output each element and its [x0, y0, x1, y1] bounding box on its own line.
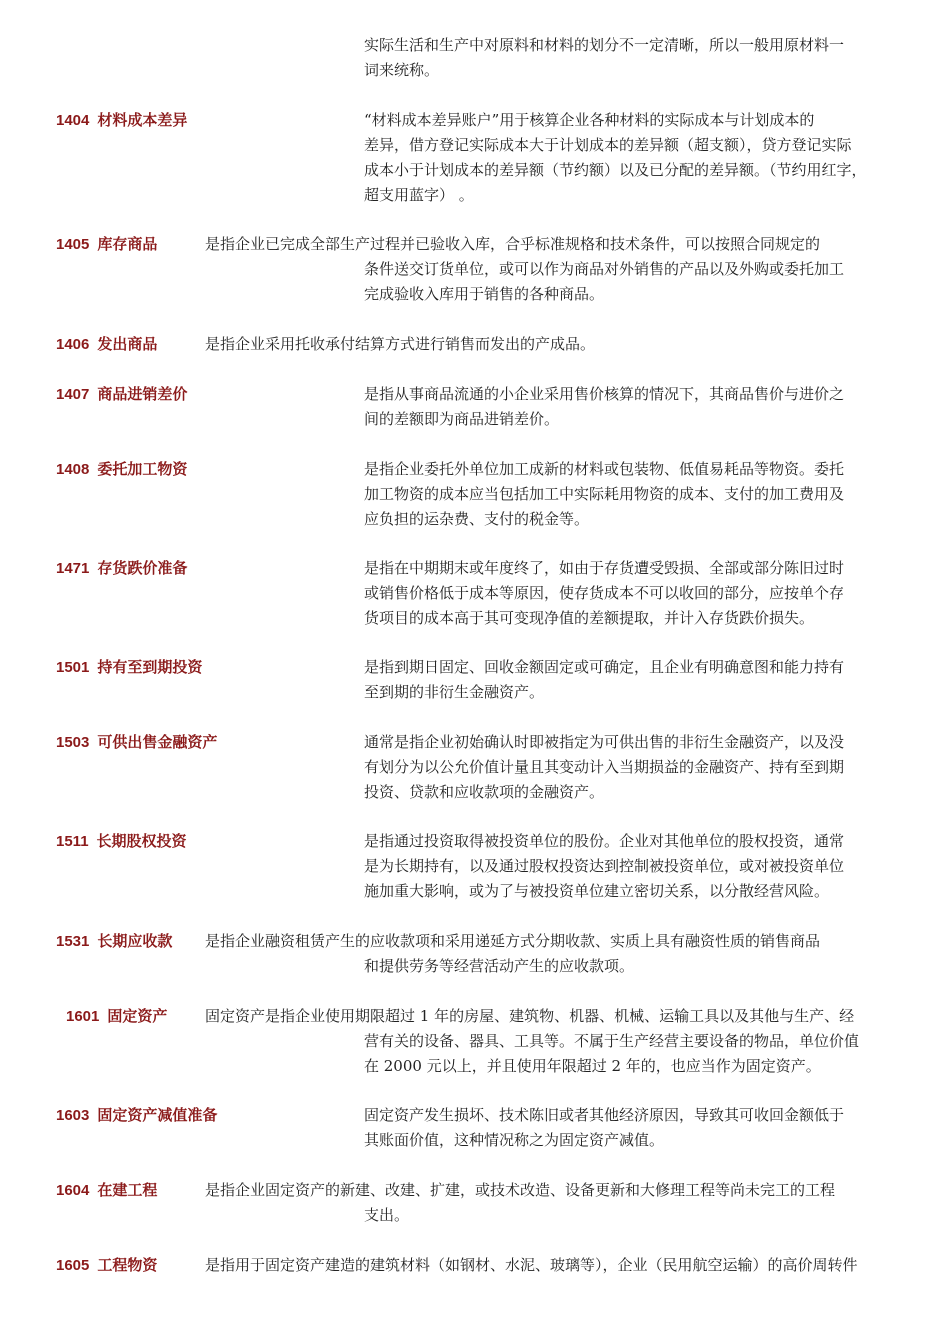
- account-name: 发出商品: [97, 336, 158, 353]
- account-code: 1407: [56, 386, 90, 403]
- account-name: 长期应收款: [97, 933, 173, 950]
- definition-line: 固定资产是指企业使用期限超过 1 年的房屋、建筑物、机器、机械、运输工具以及其他与生产、经: [205, 1007, 855, 1025]
- account-term: [56, 382, 187, 407]
- account-code: 1605: [56, 1257, 90, 1274]
- definition-line: 超支用蓝字） 。: [364, 186, 474, 204]
- definition-line: 通常是指企业初始确认时即被指定为可供出售的非衍生金融资产，以及没: [364, 733, 845, 751]
- account-name: 固定资产: [107, 1008, 168, 1025]
- account-name: 存货跌价准备: [97, 560, 188, 577]
- account-code: 1406: [56, 336, 90, 353]
- account-term: [56, 108, 187, 133]
- account-term: [56, 332, 157, 357]
- definition-line: 应负担的运杂费、支付的税金等。: [364, 510, 590, 528]
- definition-line: 有划分为以公允价值计量且其变动计入当期损益的金融资产、持有至到期: [364, 758, 845, 776]
- definition-line: 营有关的设备、器具、工具等。不属于生产经营主要设备的物品，单位价值: [364, 1032, 860, 1050]
- definition-line: 加工物资的成本应当包括加工中实际耗用物资的成本、支付的加工费用及: [364, 485, 845, 503]
- account-code: 1601: [66, 1008, 100, 1025]
- definition-line: 是指企业融资租赁产生的应收款项和采用递延方式分期收款、实质上具有融资性质的销售商品: [205, 932, 821, 950]
- account-name: 可供出售金融资产: [97, 734, 218, 751]
- account-name: 工程物资: [97, 1257, 158, 1274]
- account-name: 委托加工物资: [97, 461, 188, 478]
- definition-line: 固定资产发生损坏、技术陈旧或者其他经济原因，导致其可收回金额低于: [364, 1106, 845, 1124]
- account-name: 材料成本差异: [97, 112, 188, 129]
- definition-line: 是指用于固定资产建造的建筑材料（如钢材、水泥、玻璃等），企业（民用航空运输）的高价周转件: [205, 1256, 858, 1274]
- account-code: 1471: [56, 560, 90, 577]
- account-name: 库存商品: [97, 236, 158, 253]
- account-code: 1408: [56, 461, 90, 478]
- definition-line: 至到期的非衍生金融资产。: [364, 683, 545, 701]
- account-term: [56, 929, 172, 954]
- account-code: 1405: [56, 236, 90, 253]
- account-code: 1501: [56, 659, 90, 676]
- account-code: 1511: [56, 833, 89, 850]
- definition-line: 和提供劳务等经营活动产生的应收款项。: [364, 957, 635, 975]
- account-term: [56, 1103, 217, 1128]
- account-code: 1604: [56, 1182, 90, 1199]
- definition-line: 是指从事商品流通的小企业采用售价核算的情况下，其商品售价与进价之: [364, 385, 845, 403]
- account-term: [56, 556, 187, 581]
- definition-line: 是为长期持有，以及通过股权投资达到控制被投资单位，或对被投资单位: [364, 857, 845, 875]
- account-term: [56, 1178, 157, 1203]
- account-name: 在建工程: [97, 1182, 158, 1199]
- definition-line: 是指通过投资取得被投资单位的股份。企业对其他单位的股权投资，通常: [364, 832, 845, 850]
- account-term: [56, 655, 202, 680]
- definition-line: 实际生活和生产中对原料和材料的划分不一定清晰，所以一般用原材料一: [364, 36, 845, 54]
- definition-line: 货项目的成本高于其可变现净值的差额提取，并计入存货跌价损失。: [364, 609, 815, 627]
- definition-line: 在 2000 元以上，并且使用年限超过 2 年的，也应当作为固定资产。: [364, 1057, 821, 1075]
- account-code: 1503: [56, 734, 90, 751]
- definition-line: 投资、贷款和应收款项的金融资产。: [364, 783, 605, 801]
- definition-line: 支出。: [364, 1206, 410, 1224]
- definition-line: “材料成本差异账户”用于核算企业各种材料的实际成本与计划成本的: [364, 111, 815, 129]
- account-code: 1531: [56, 933, 90, 950]
- account-name: 商品进销差价: [97, 386, 188, 403]
- definition-line: 是指企业固定资产的新建、改建、扩建，或技术改造、设备更新和大修理工程等尚未完工的工程: [205, 1181, 836, 1199]
- account-term: [56, 730, 217, 755]
- definition-line: 其账面价值，这种情况称之为固定资产减值。: [364, 1131, 665, 1149]
- definition-line: 差异，借方登记实际成本大于计划成本的差异额（超支额），贷方登记实际: [364, 136, 852, 154]
- definition-line: 完成验收入库用于销售的各种商品。: [364, 285, 605, 303]
- definition-line: 或销售价格低于成本等原因，使存货成本不可以收回的部分，应按单个存: [364, 584, 845, 602]
- account-term: [56, 1253, 157, 1278]
- definition-line: 是指在中期期末或年度终了，如由于存货遭受毁损、全部或部分陈旧过时: [364, 559, 845, 577]
- definition-line: 成本小于计划成本的差异额（节约额）以及已分配的差异额。（节约用红字，: [364, 161, 867, 179]
- definition-line: 是指企业采用托收承付结算方式进行销售而发出的产成品。: [205, 335, 596, 353]
- definition-line: 施加重大影响，或为了与被投资单位建立密切关系，以分散经营风险。: [364, 882, 830, 900]
- account-term: [56, 457, 187, 482]
- definition-line: 是指企业已完成全部生产过程并已验收入库，合乎标准规格和技术条件，可以按照合同规定的: [205, 235, 821, 253]
- definition-line: 词来统称。: [364, 61, 440, 79]
- account-name: 持有至到期投资: [97, 659, 203, 676]
- definition-line: 是指到期日固定、回收金额固定或可确定，且企业有明确意图和能力持有: [364, 658, 845, 676]
- definition-line: 间的差额即为商品进销差价。: [364, 410, 560, 428]
- account-code: 1404: [56, 112, 90, 129]
- account-code: 1603: [56, 1107, 90, 1124]
- definition-line: 条件送交订货单位，或可以作为商品对外销售的产品以及外购或委托加工: [364, 260, 845, 278]
- definition-line: 是指企业委托外单位加工成新的材料或包装物、低值易耗品等物资。委托: [364, 460, 845, 478]
- account-term: [56, 829, 187, 854]
- account-term: [66, 1004, 167, 1029]
- account-name: 长期股权投资: [96, 833, 187, 850]
- account-name: 固定资产减值准备: [97, 1107, 218, 1124]
- account-term: [56, 232, 157, 257]
